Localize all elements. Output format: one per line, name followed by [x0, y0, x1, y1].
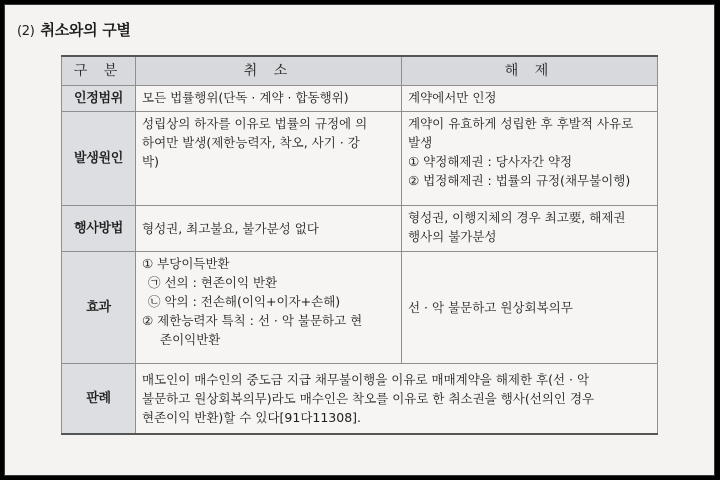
table-header-row — [62, 56, 658, 86]
table-row — [62, 364, 658, 434]
cell-line: 형성권, 이행지체의 경우 최고要, 해제권 — [408, 210, 626, 225]
row-label: 판례 — [62, 364, 136, 434]
cell-line: 행사의 불가분성 — [408, 229, 497, 244]
cell-line: ㉠ 선의 : 현존이익 반환 — [148, 275, 278, 290]
cell-line: 형성권, 최고불요, 불가분성 없다 — [142, 221, 319, 236]
table-row — [62, 86, 658, 112]
table-row — [62, 206, 658, 252]
precedent-cell — [136, 364, 658, 434]
comparison-table — [61, 55, 658, 435]
header-cancel: 취 소 — [136, 56, 402, 86]
cell-line: ㉡ 악의 : 전손해(이익+이자+손해) — [148, 294, 341, 309]
section-number: (2) — [17, 24, 35, 39]
rescind-cell — [402, 206, 658, 252]
section-title: 취소와의 구별 — [40, 21, 131, 39]
section-heading — [17, 19, 131, 40]
cell-line: 발생 — [408, 135, 433, 150]
cancel-cell — [136, 252, 402, 364]
table-row — [62, 112, 658, 206]
cell-line: ② 법정해제권 : 법률의 규정(채무불이행) — [408, 173, 631, 188]
cell-line: 존이익반환 — [160, 332, 221, 347]
rescind-cell — [402, 86, 658, 112]
cancel-cell — [136, 206, 402, 252]
table-row — [62, 252, 658, 364]
cell-line: 모든 법률행위(단독 · 계약 · 합동행위) — [142, 90, 349, 105]
rescind-cell — [402, 112, 658, 206]
rescind-cell — [402, 252, 658, 364]
cancel-cell — [136, 112, 402, 206]
document-page — [4, 4, 715, 476]
cancel-cell — [136, 86, 402, 112]
cell-line: 선 · 악 불문하고 원상회복의무 — [408, 300, 573, 315]
header-category: 구 분 — [62, 56, 136, 86]
row-label: 효과 — [62, 252, 136, 364]
cell-line: 현존이익 반환)할 수 있다[91다11308]. — [142, 409, 362, 425]
cell-line: ① 부당이득반환 — [142, 256, 230, 271]
cell-line: 계약에서만 인정 — [408, 90, 497, 105]
cell-line: 박) — [142, 154, 159, 169]
cell-line: ① 약정해제권 : 당사자간 약정 — [408, 154, 573, 169]
cell-line: 하여만 발생(제한능력자, 착오, 사기 · 강 — [142, 135, 360, 150]
row-label: 행사방법 — [62, 206, 136, 252]
cell-line: ② 제한능력자 특칙 : 선 · 악 불문하고 현 — [142, 313, 363, 328]
cell-line: 계약이 유효하게 성립한 후 후발적 사유로 — [408, 116, 634, 131]
row-label: 인정범위 — [62, 86, 136, 112]
cell-line: 매도인이 매수인의 중도금 지급 채무불이행을 이유로 매매계약을 해제한 후(선 · 악 — [142, 371, 590, 387]
row-label: 발생원인 — [62, 112, 136, 206]
header-rescind: 해 제 — [402, 56, 658, 86]
cell-line: 성립상의 하자를 이유로 법률의 규정에 의 — [142, 116, 368, 131]
cell-line: 불문하고 원상회복의무)라도 매수인은 착오를 이유로 한 취소권을 행사(선의인 경우 — [142, 390, 595, 406]
